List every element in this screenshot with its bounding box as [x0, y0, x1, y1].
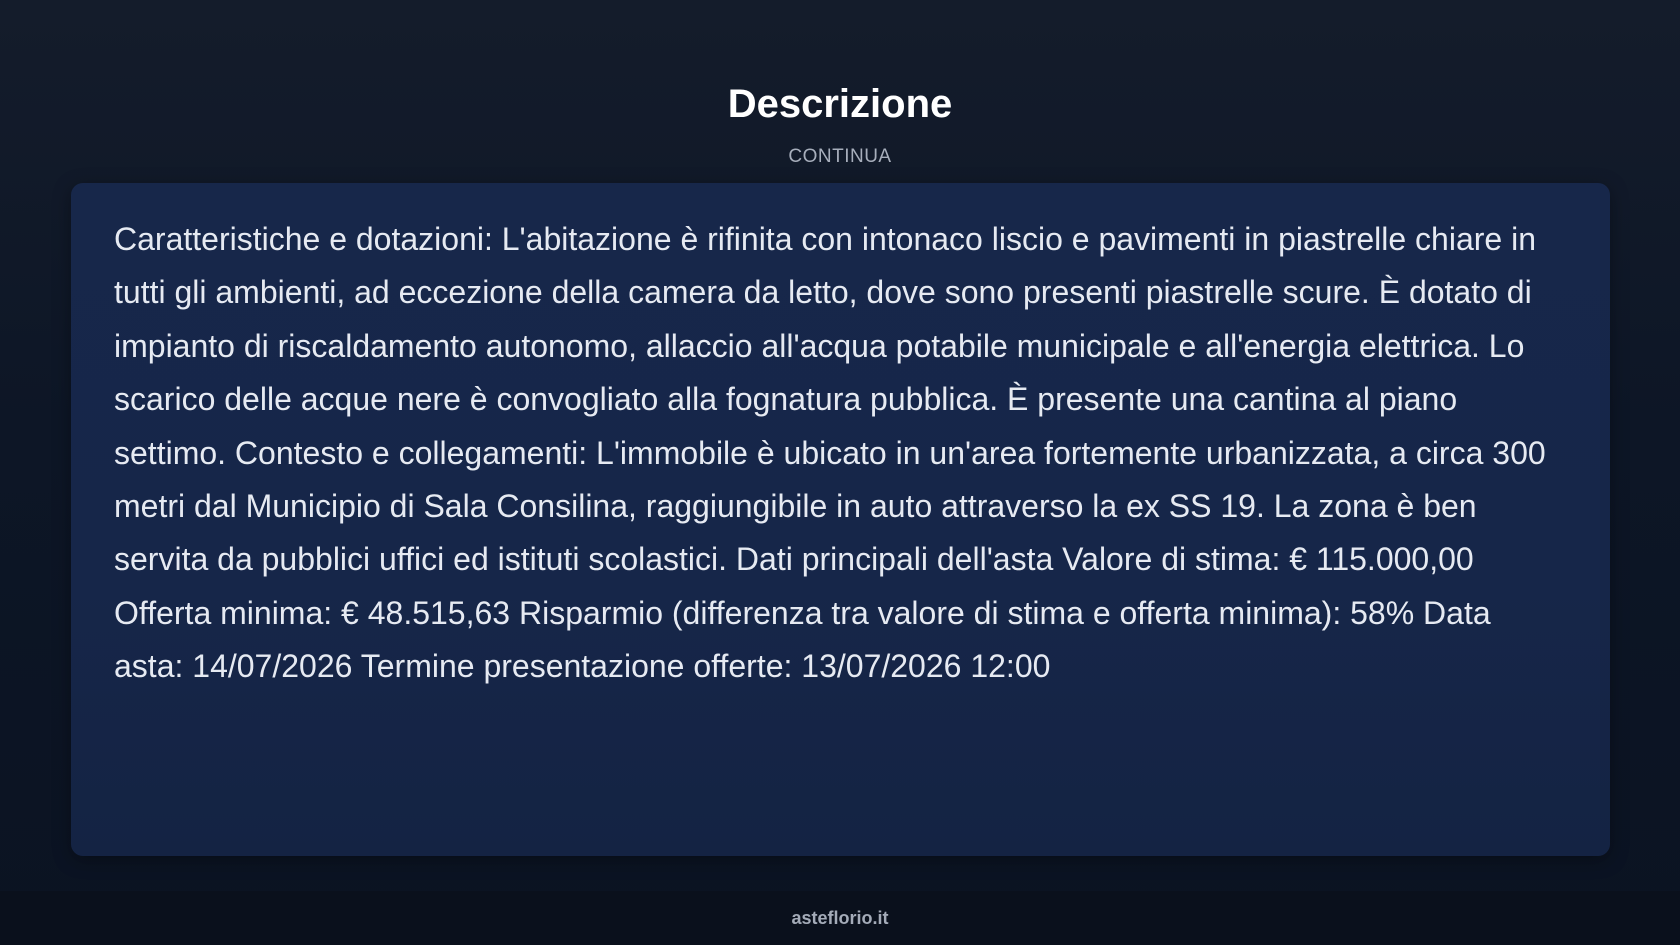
footer-bar	[0, 891, 1680, 945]
description-card	[71, 183, 1610, 856]
page-subtitle: CONTINUA	[788, 146, 892, 167]
page-title: Descrizione	[727, 82, 953, 126]
footer-site-name: asteflorio.it	[791, 908, 889, 928]
description-text: Caratteristiche e dotazioni: L'abitazione è rifinita con intonaco liscio e pavimenti in piastrelle chiare in tutti gli ambienti, ad eccezione della camera da letto, dove sono presenti piastrelle scure. È dotato di impianto di riscaldamento autonomo, allaccio all'acqua potabile municipale e all'energia elettrica. Lo scarico delle acque nere è convogliato alla fognatura pubblica. È presente una cantina al piano settimo. Contesto e collegamenti: L'immobile è ubicato in un'area fortemente urbanizzata, a circa 300 metri dal Municipio di Sala Consilina, raggiungibile in auto attraverso la ex SS 19. La zona è ben servita da pubblici uffici ed istituti scolastici. Dati principali dell'asta Valore di stima: € 115.000,00 Offerta minima: € 48.515,63 Risparmio (differenza tra valore di stima e offerta minima): 58% Data asta: 14/07/2026 Termine presentazione offerte: 13/07/2026 12:00	[114, 221, 1546, 685]
